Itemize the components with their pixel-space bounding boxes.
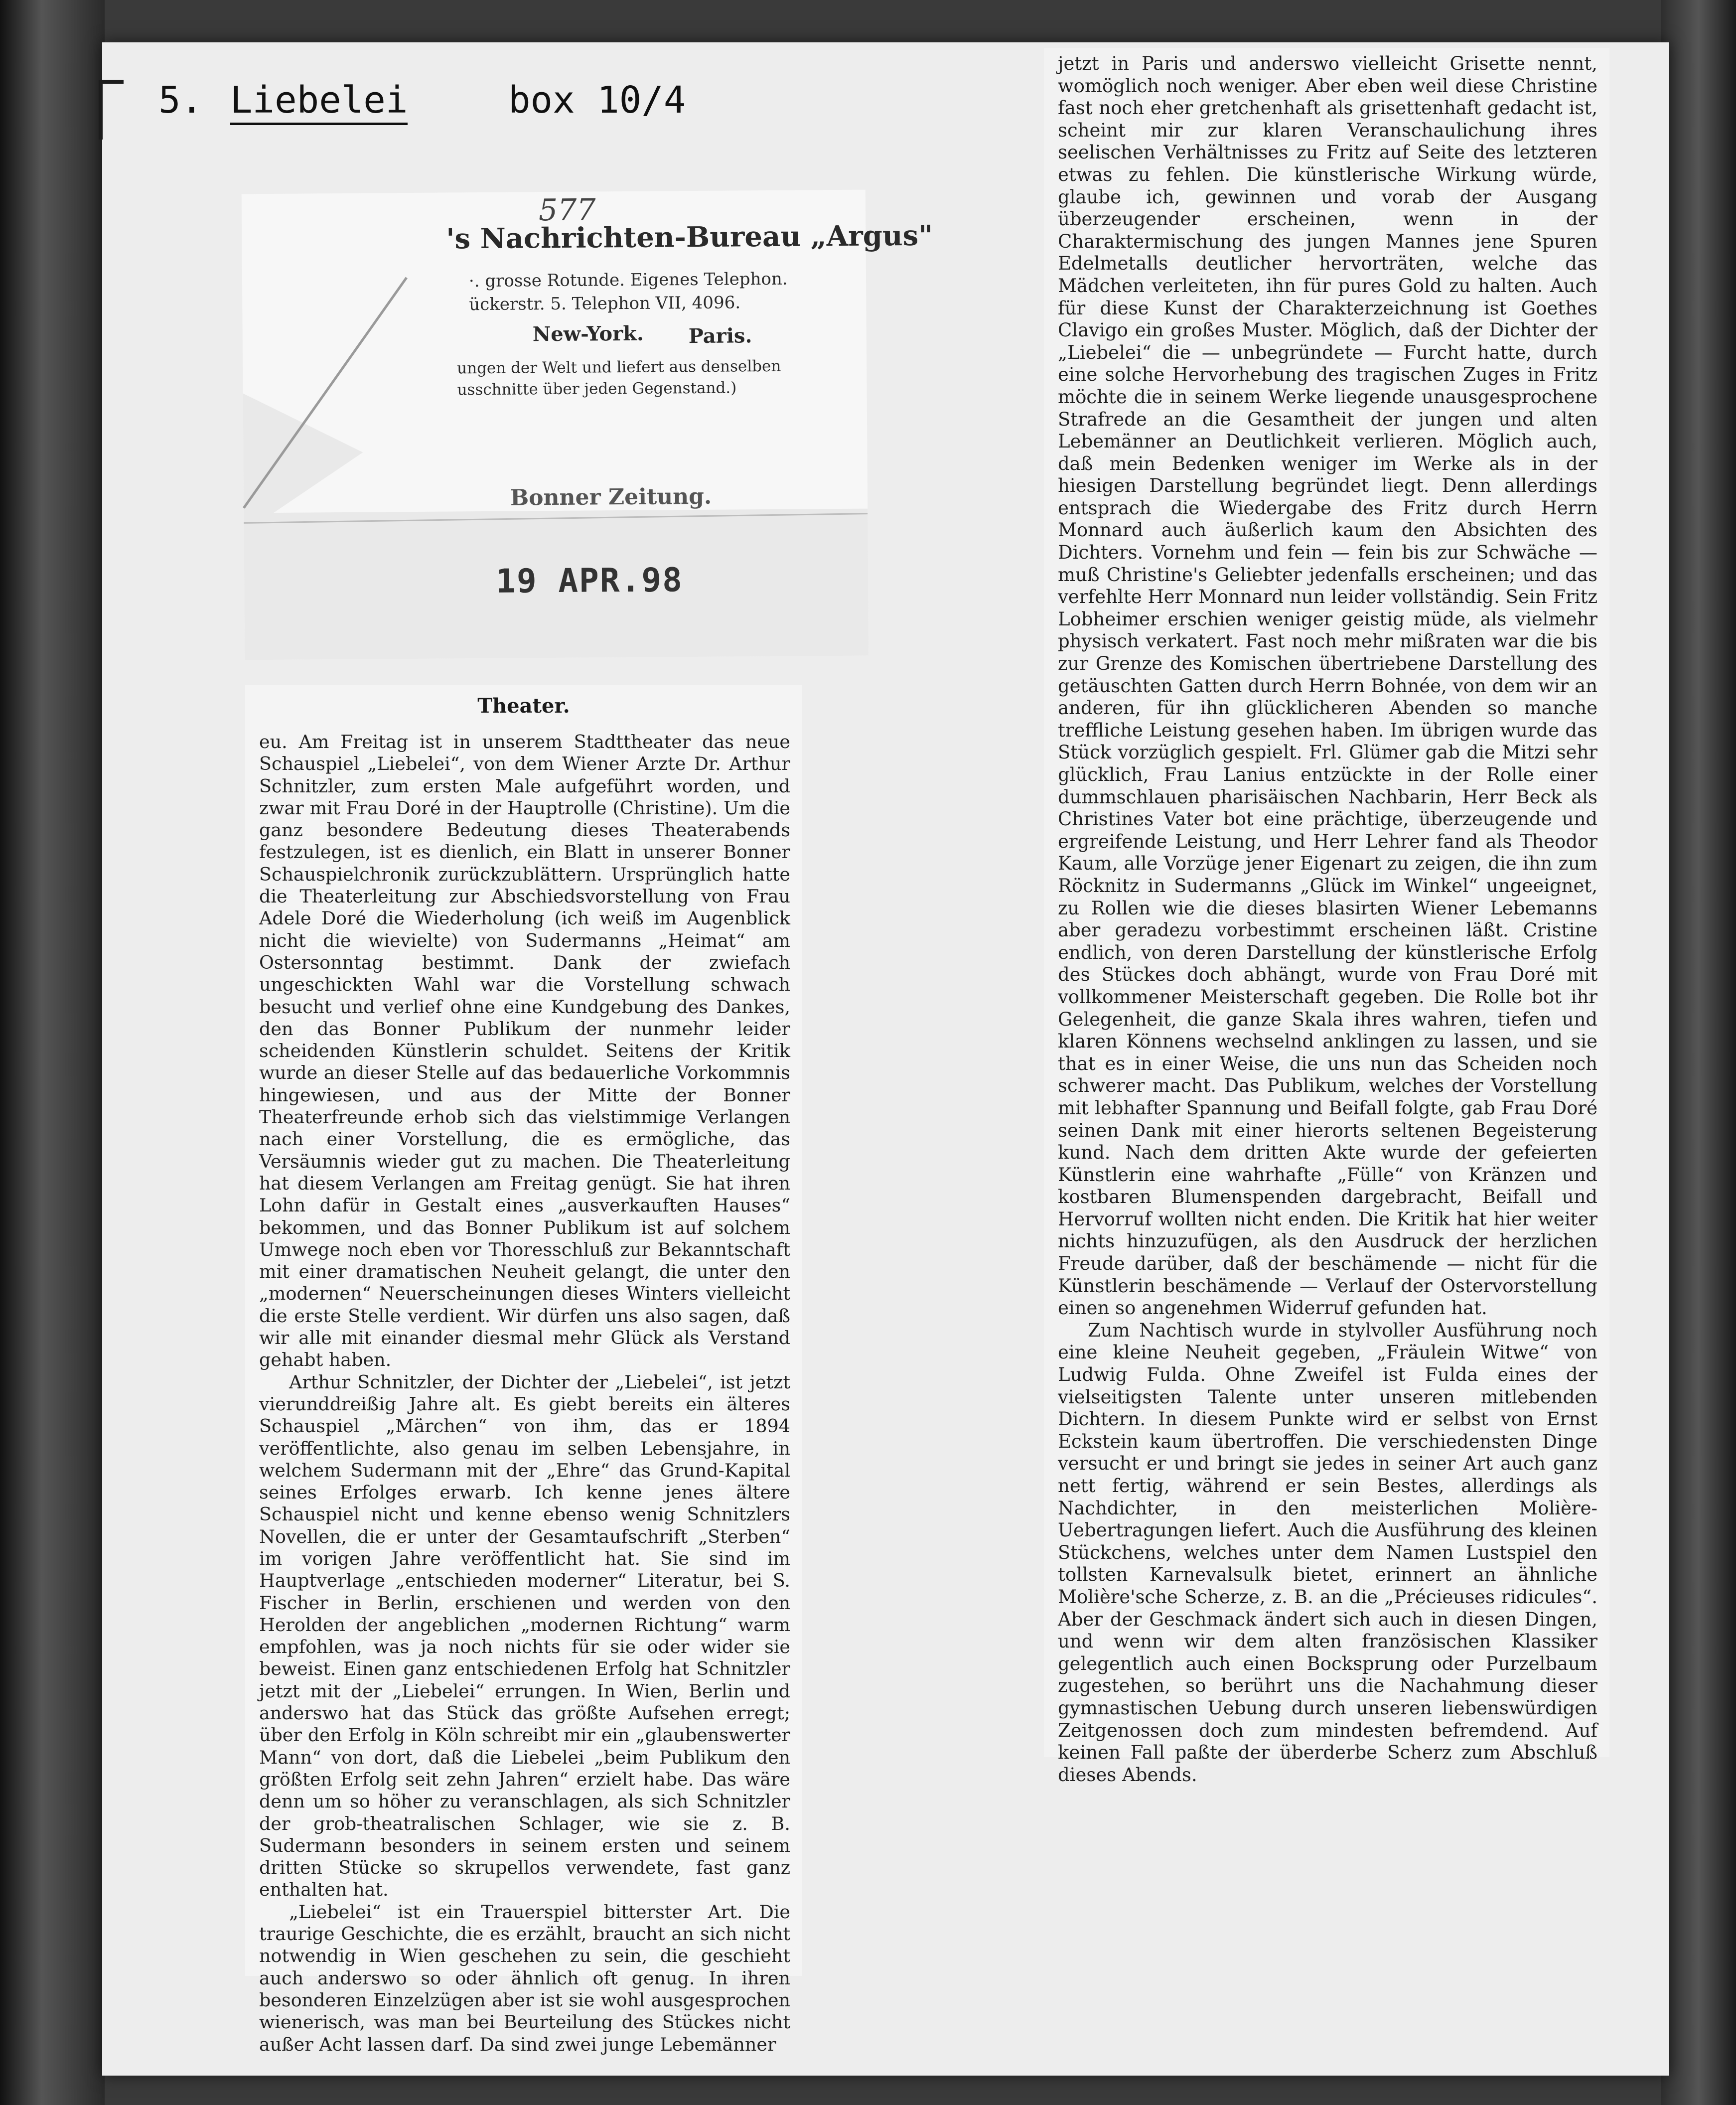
- bureau-description-2: usschnitte über jeden Gegenstand.): [457, 379, 737, 399]
- article-paragraph: Zum Nachtisch wurde in stylvoller Ausführung noch eine kleine Neuheit gegeben, „Fräulein Witwe“ von Ludwig Fulda. Ohne Zweifel ist Fulda eines der vielseitigsten Talente unter unseren mitlebenden Dichtern. In diesem Punkte wird er selbst von Ernst Eckstein kaum übertroffen. Die verschiedensten Dinge versucht er und bringt sie jedes in seiner Art auch ganz nett fertig, während er sein Bestes, allerdings als Nachdichter, in den meisterlichen Molière-Uebertragungen liefert. Auch die Ausführung des kleinen Stückchens, welches unter dem Namen Lustspiel den tollsten Karnevalsulk bietet, erinnert an ähnliche Molière'sche Scherze, z. B. an die „Précieuses ridicules“. Aber der Geschmack ändert sich auch in diesen Dingen, und wenn wir dem alten französischen Klassiker gelegentlich auch einen Bocksprung oder Purzelbaum zugestehen, so berührt uns die Nachahmung dieser gymnastischen Uebung durch unseren liebenswürdigen Zeitgenossen doch zum mindesten befremdend. Auf keinen Fall paßte der überderbe Scherz zum Abschluß dieses Abends.: [1058, 1319, 1597, 1786]
- film-edge-left: [0, 0, 105, 2105]
- bureau-branch-newyork: New-York.: [532, 321, 644, 346]
- bureau-branch-paris: Paris.: [688, 324, 752, 348]
- header-box: box 10/4: [508, 79, 686, 122]
- newspaper-stamp: Bonner Zeitung.: [510, 483, 712, 511]
- article-paragraph: Arthur Schnitzler, der Dichter der „Liebelei“, ist jetzt vierunddreißig Jahre alt. Es giebt bereits ein älteres Schauspiel „Märchen“ von ihm, das er 1894 veröffentlichte, also genau im selben Lebensjahre, in welchem Sudermann mit der „Ehre“ das Grund-Kapital seines Erfolges erwarb. Ich kenne jenes ältere Schauspiel nicht und kenne ebenso wenig Schnitzlers Novellen, die er unter der Gesamtaufschrift „Sterben“ im vorigen Jahre veröffentlicht hat. Sie sind im Hauptverlage „entschieden moderner“ Literatur, bei S. Fischer in Berlin, erschienen und werden von den Herolden der angeblichen „modernen Richtung“ warm empfohlen, was ja noch nichts für sie oder wider sie beweist. Einen ganz entschiedenen Erfolg hat Schnitzler jetzt mit der „Liebelei“ errungen. In Wien, Berlin und anderswo hat das Stück das größte Aufsehen erregt; über den Erfolg in Köln schreibt mir ein „glaubenswerter Mann“ von dort, daß die Liebelei „beim Publikum den größten Erfolg seit zehn Jahren“ erzielt habe. Das wäre denn um so höher zu veranschlagen, als sich Schnitzler der grob-theatralischen Schlager, wie sie z. B. Sudermann besonders in seinem ersten und seinem dritten Stücke so skrupellos verwendete, fast ganz enthalten hat.: [259, 1371, 790, 1901]
- film-edge-right: [1661, 0, 1736, 2105]
- article-paragraph: jetzt in Paris und anderswo vielleicht Grisette nennt, womöglich noch weniger. Aber eben weil diese Christine fast noch eher gretchenhaft als grisettenhaft gedacht ist, scheint mir zur klaren Veranschaulichung ihres seelischen Verhältnisses zu Fritz auf Seite des letzteren etwas zu fehlen. Die künstlerische Wirkung würde, glaube ich, gewinnen und vorab der Ausgang überzeugender erscheinen, wenn in der Charaktermischung des jungen Mannes jene Spuren Edelmetalls deutlicher hervorträten, welche das Mädchen verleiteten, ihn für pures Gold zu halten. Auch für diese Kunst der Charakterzeichnung ist Goethes Clavigo ein großes Muster. Möglich, daß der Dichter der „Liebelei“ die — unbegründete — Furcht hatte, durch eine solche Hervorhebung des tragischen Zuges in Fritz möchte die in seinem Werke liegende unausgesprochene Strafrede an die Gesamtheit der jungen und alten Lebemänner an Deutlichkeit verlieren. Möglich auch, daß mein Bedenken weniger im Werke als in der hiesigen Darstellung begründet liegt. Denn allerdings entsprach die Wiedergabe des Fritz durch Herrn Monnard auch äußerlich kaum den Absichten des Dichters. Vornehm und fein — fein bis zur Schwäche — muß Christine's Geliebter jedenfalls erscheinen; und das verfehlte Herr Monnard nun leider vollständig. Sein Fritz Lobheimer erschien weniger geistig müde, als vielmehr physisch verkatert. Fast noch mehr mißraten war die bis zur Grenze des Komischen übertriebene Darstellung des getäuschten Gatten durch Herrn Bohnée, von dem wir an anderen, für ihn glücklicheren Abenden so manche treffliche Leistung gesehen haben. Im übrigen wurde das Stück vorzüglich gespielt. Frl. Glümer gab die Mitzi sehr glücklich, Frau Lanius entzückte in der Rolle einer dummschlauen pharisäischen Nachbarin, Herr Beck als Christines Vater bot eine prächtige, überzeugende und ergreifende Leistung, und Herr Lehrer fand als Theodor Kaum, alle Vorzüge jener Eigenart zu zeigen, die ihn zum Röcknitz in Sudermanns „Glück im Winkel“ ungeeignet, zu Rollen wie die dieses blasirten Wiener Lebemanns aber geradezu vorbestimmt erscheinen läßt. Cristine endlich, von deren Darstellung der künstlerische Erfolg des Stückes doch abhängt, wurde von Frau Doré mit vollkommener Meisterschaft gegeben. Die Rolle bot ihr Gelegenheit, die ganze Skala ihres wahren, tiefen und klaren Könnens wechselnd anklingen zu lassen, und sie that es in einer Weise, die uns nun das Scheiden noch schwerer macht. Das Publikum, welches der Vorstellung mit lebhafter Spannung und Beifall folgte, gab Frau Doré seinen Dank mit einer hierorts seltenen Begeisterung kund. Nach dem dritten Akte wurde der gefeierten Künstlerin eine wahrhafte „Fülle“ von Kränzen und kostbaren Blumenspenden dargebracht, Beifall und Hervorruf wollten nicht enden. Die Kritik hat hier weiter nichts hinzuzufügen, als den Ausdruck der herzlichen Freude darüber, daß der beschämende — nicht für die Künstlerin beschämende — Verlauf der Ostervorstellung einen so angenehmen Widerruf gefunden hat.: [1058, 53, 1597, 1319]
- date-stamp: 19 APR.98: [495, 561, 684, 601]
- bureau-address-2: ückerstr. 5. Telephon VII, 4096.: [469, 293, 741, 315]
- article-title: Theater.: [477, 694, 570, 718]
- argus-clipping: [242, 190, 933, 660]
- bureau-name: 's Nachrichten-Bureau „Argus": [446, 219, 933, 256]
- column-2-text: [1058, 53, 1597, 1786]
- handwritten-number: 577: [538, 192, 596, 228]
- column-1-text: [259, 731, 790, 2056]
- corner-mark: [99, 80, 103, 140]
- header-title: Liebelei: [230, 79, 408, 125]
- header-number: 5.: [158, 79, 203, 122]
- corner-mark-horizontal: [99, 80, 124, 84]
- article-column-2: [1044, 48, 1609, 1786]
- article-column-1: [245, 685, 802, 2055]
- article-paragraph: eu. Am Freitag ist in unserem Stadttheater das neue Schauspiel „Liebelei“, von dem Wiener Arzte Dr. Arthur Schnitzler, zum ersten Male aufgeführt worden, und zwar mit Frau Doré in der Hauptrolle (Christine). Um die ganz besondere Bedeutung dieses Theaterabends festzulegen, ist es dienlich, ein Blatt in unserer Bonner Schauspielchronik zurückzublättern. Ursprünglich hatte die Theaterleitung zur Abschiedsvorstellung von Frau Adele Doré die Wiederholung (ich weiß im Augenblick nicht die wievielte) von Sudermanns „Heimat“ am Ostersonntag bestimmt. Dank der zwiefach ungeschickten Wahl war die Vorstellung schwach besucht und verlief ohne eine Kundgebung des Dankes, den das Bonner Publikum der nunmehr leider scheidenden Künstlerin schuldet. Seitens der Kritik wurde an dieser Stelle auf das bedauerliche Vorkommnis hingewiesen, und aus der Mitte der Bonner Theaterfreunde erhob sich das vielstimmige Verlangen nach einer Vorstellung, die es ermögliche, das Versäumnis wieder gut zu machen. Die Theaterleitung hat diesem Verlangen am Freitag genügt. Sie hat ihren Lohn dafür in Gestalt eines „ausverkauften Hauses“ bekommen, und das Bonner Publikum ist auf solchem Umwege noch eben vor Thoresschluß zur Bekanntschaft mit einer dramatischen Neuheit gelangt, die unter den „modernen“ Neuerscheinungen dieses Winters vielleicht die erste Stelle verdient. Wir dürfen uns also sagen, daß wir alle mit einander diesmal mehr Glück als Verstand gehabt haben.: [259, 731, 790, 1371]
- bureau-description-1: ungen der Welt und liefert aus denselben: [457, 357, 781, 378]
- bureau-address-1: ·. grosse Rotunde. Eigenes Telephon.: [468, 269, 788, 292]
- article-paragraph: „Liebelei“ ist ein Trauerspiel bitterster Art. Die traurige Geschichte, die es erzählt, braucht an sich nicht notwendig in Wien geschehen zu sein, die geschieht auch anderswo so oder ähnlich oft genug. In ihren besonderen Einzelzügen aber ist sie wohl ausgesprochen wienerisch, was man bei Beurteilung des Stückes nicht außer Acht lassen darf. Da sind zwei junge Lebemänner: [259, 1901, 790, 2055]
